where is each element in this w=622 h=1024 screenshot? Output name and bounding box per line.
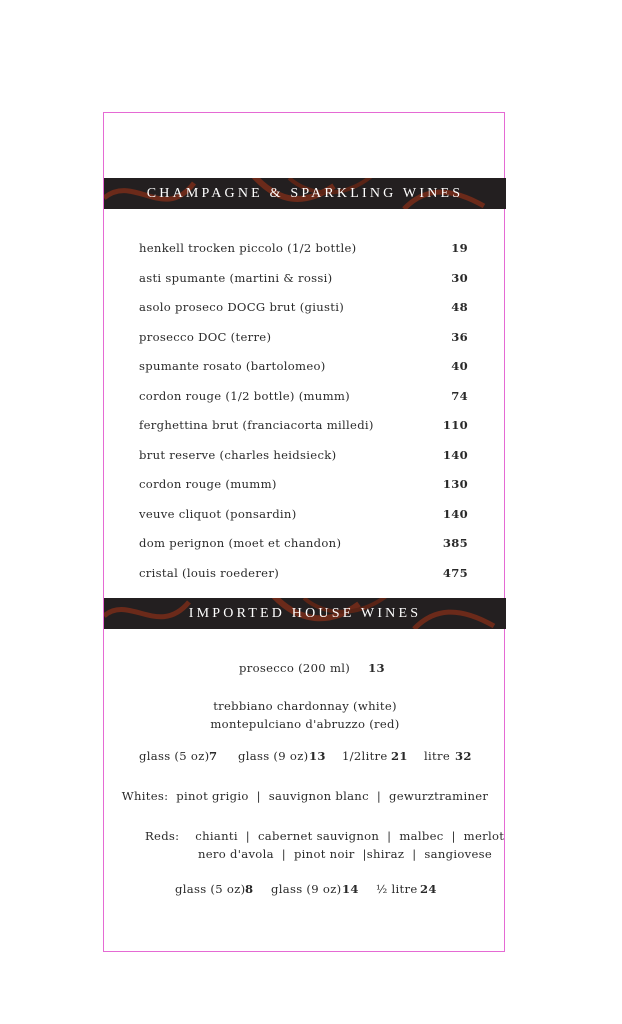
item-price: 36: [451, 330, 468, 344]
glass9-label: glass (9 oz): [238, 749, 309, 763]
list-item: [139, 327, 468, 347]
prosecco-line: [239, 659, 385, 677]
white-wine-line: trebbiano chardonnay (white): [213, 699, 397, 713]
glass9-price: 13: [309, 749, 326, 763]
item-name: asti spumante (martini & rossi): [139, 271, 333, 285]
list-item: [139, 504, 468, 524]
half-litre-price: 24: [420, 882, 437, 896]
item-price: 475: [442, 566, 468, 580]
red-wine-line: montepulciano d'abruzzo (red): [210, 717, 400, 731]
house-banner: [104, 598, 506, 629]
list-item: [139, 386, 468, 406]
house-title: IMPORTED HOUSE WINES: [188, 606, 422, 621]
item-name: prosecco DOC (terre): [139, 330, 272, 344]
menu-card: [103, 112, 505, 952]
list-item: [139, 445, 468, 465]
item-name: spumante rosato (bartolomeo): [139, 359, 326, 373]
glass5-price: 8: [245, 882, 254, 896]
half-litre-price: 21: [391, 749, 408, 763]
whites-line: Whites: pinot grigio | sauvignon blanc | gewurztraminer: [121, 789, 489, 803]
item-name: ferghettina brut (franciacorta milledi): [139, 418, 374, 432]
glass5-label: glass (5 oz): [139, 749, 210, 763]
list-item: [139, 533, 468, 553]
item-name: asolo proseco DOCG brut (giusti): [139, 300, 345, 314]
item-name: cordon rouge (mumm): [139, 477, 277, 491]
item-name: henkell trocken piccolo (1/2 bottle): [139, 241, 357, 255]
item-price: 48: [451, 300, 468, 314]
item-name: brut reserve (charles heidsieck): [139, 448, 337, 462]
prosecco-price: 13: [368, 661, 385, 675]
list-item: [139, 238, 468, 258]
glass9-label: glass (9 oz): [271, 882, 342, 896]
glass5-price: 7: [209, 749, 218, 763]
prosecco-name: prosecco (200 ml): [239, 661, 351, 675]
half-litre-label: ½ litre: [376, 882, 418, 896]
item-name: veuve cliquot (ponsardin): [139, 507, 297, 521]
litre-price: 32: [455, 749, 472, 763]
item-price: 110: [442, 418, 468, 432]
half-litre-label: 1/2litre: [342, 749, 388, 763]
glass5-label: glass (5 oz): [175, 882, 246, 896]
item-price: 385: [442, 536, 468, 550]
item-price: 140: [442, 448, 468, 462]
litre-label: litre: [424, 749, 450, 763]
list-item: [139, 415, 468, 435]
list-item: [139, 356, 468, 376]
item-name: cordon rouge (1/2 bottle) (mumm): [139, 389, 350, 403]
glass9-price: 14: [342, 882, 359, 896]
item-name: dom perignon (moet et chandon): [139, 536, 342, 550]
item-price: 40: [451, 359, 468, 373]
item-name: cristal (louis roederer): [139, 566, 280, 580]
reds-line-1: Reds: chianti | cabernet sauvignon | malbec | merlot: [145, 829, 505, 843]
list-item: [139, 297, 468, 317]
sparkling-banner: [104, 178, 506, 209]
item-price: 19: [451, 241, 468, 255]
item-price: 30: [451, 271, 468, 285]
item-price: 130: [442, 477, 468, 491]
item-price: 74: [451, 389, 468, 403]
list-item: [139, 474, 468, 494]
list-item: [139, 563, 468, 583]
item-price: 140: [442, 507, 468, 521]
sparkling-title: CHAMPAGNE & SPARKLING WINES: [146, 186, 464, 201]
list-item: [139, 268, 468, 288]
reds-line-2: nero d'avola | pinot noir |shiraz | sangiovese: [198, 847, 493, 861]
